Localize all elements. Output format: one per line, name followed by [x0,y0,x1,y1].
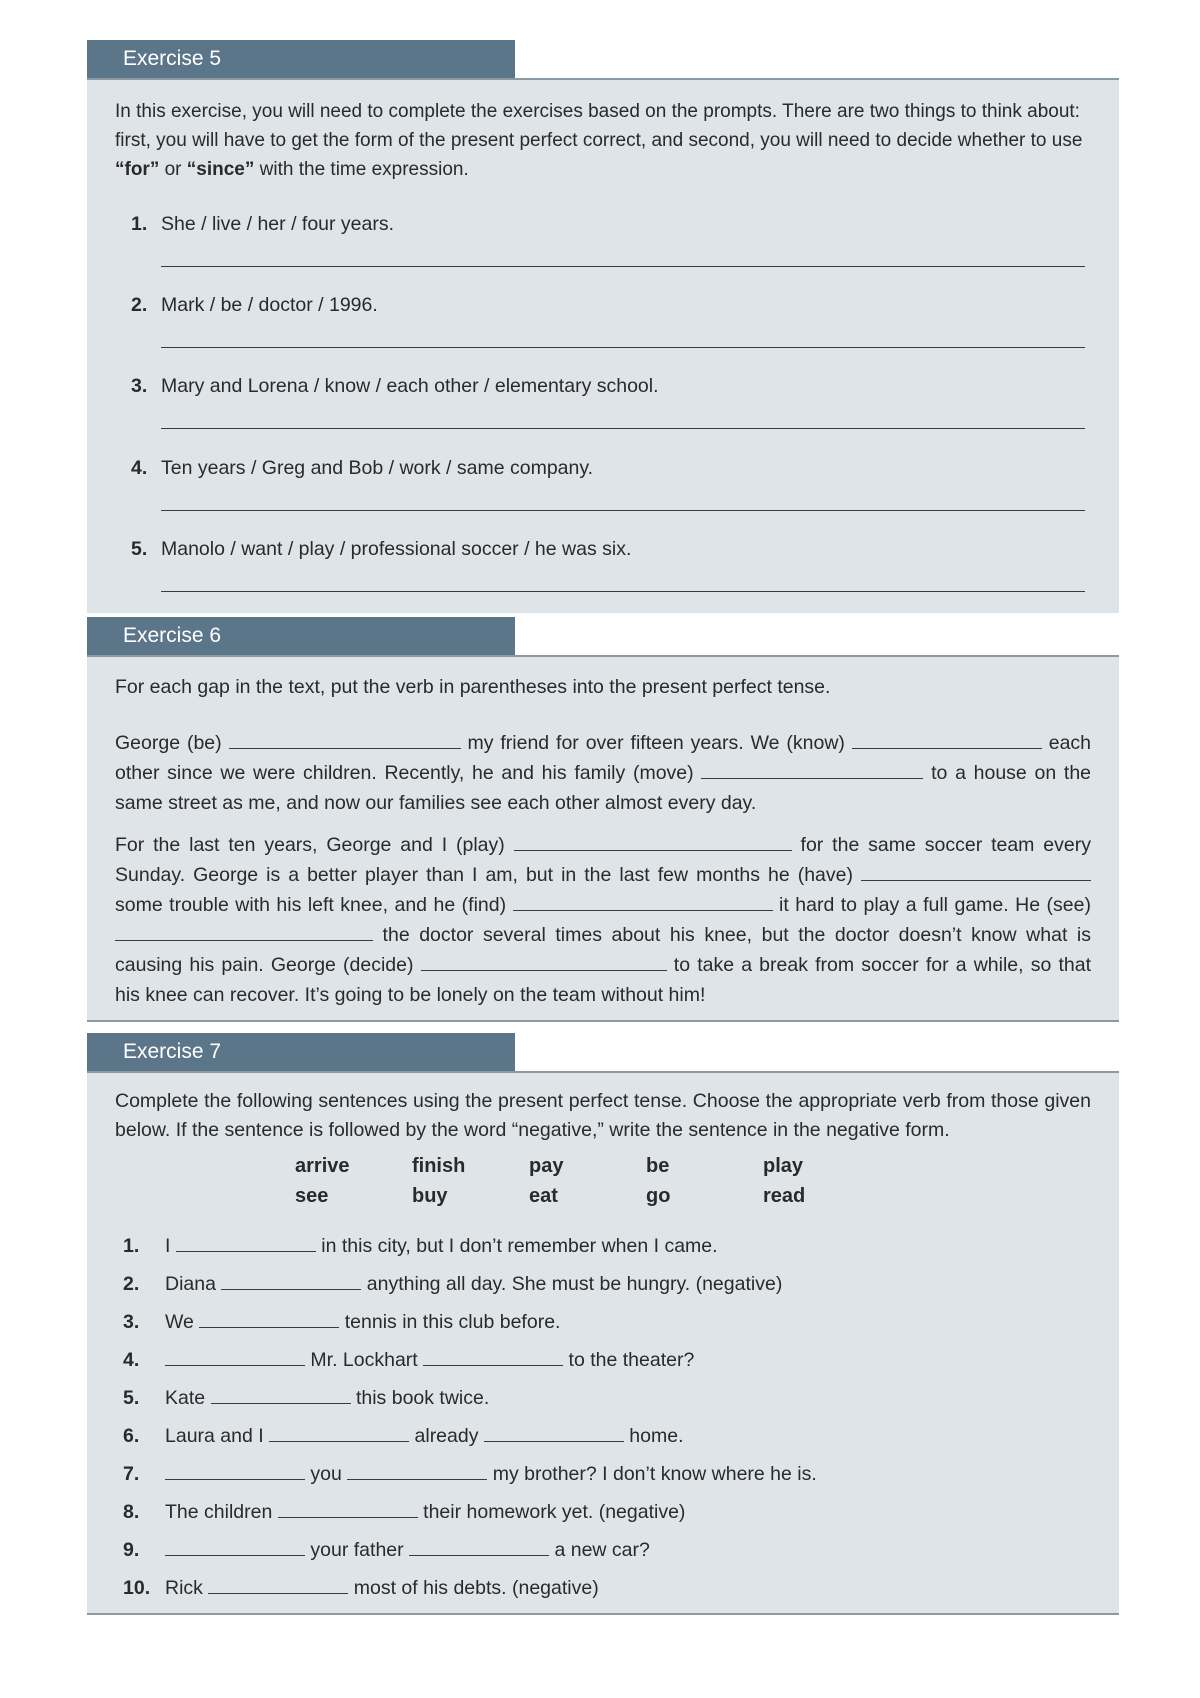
answer-blank[interactable] [176,1231,316,1252]
exercise-5-section [87,40,1119,613]
gap-see[interactable] [115,920,373,941]
exercise-7-item-5: 5. Kate this book twice. [123,1383,489,1413]
answer-line-4[interactable] [161,510,1085,511]
gap-play[interactable] [514,830,792,851]
answer-blank[interactable] [278,1497,418,1518]
exercise-7-item-2: 2. Diana anything all day. She must be hungry. (negative) [123,1269,782,1299]
answer-blank[interactable] [199,1307,339,1328]
answer-blank[interactable] [208,1573,348,1594]
answer-line-2[interactable] [161,347,1085,348]
exercise-7-section [87,1033,1119,1615]
answer-blank[interactable] [165,1459,305,1480]
exercise-7-item-8: 8. The children their homework yet. (negative) [123,1497,685,1527]
exercise-5-item-5 [131,535,631,563]
exercise-5-item-2 [131,291,378,319]
gap-have[interactable] [861,860,1091,881]
gap-be[interactable] [229,728,461,749]
exercise-7-item-9: 9. your father a new car? [123,1535,650,1565]
answer-blank[interactable] [165,1535,305,1556]
verb-bank-row-2: see buy eat go read [295,1185,806,1207]
item-number: 1. [131,213,148,235]
exercise-6-instructions: For each gap in the text, put the verb in parentheses into the present perfect tense. [115,676,831,698]
exercise-7-item-4: 4. Mr. Lockhart to the theater? [123,1345,694,1375]
item-number: 5. [131,538,148,560]
item-prompt: Manolo / want / play / professional soccer / he was six. [161,538,632,560]
item-number: 4. [131,457,148,479]
exercise-7-item-7: 7. you my brother? I don’t know where he is. [123,1459,817,1489]
exercise-5-title: Exercise 5 [87,40,515,78]
exercise-5-item-4 [131,454,593,482]
answer-blank[interactable] [409,1535,549,1556]
exercise-5-item-1 [131,210,394,238]
verb-bank [295,1151,880,1211]
item-prompt: She / live / her / four years. [161,213,395,235]
exercise-6-paragraph-2: For the last ten years, George and I (play) for the same soccer team every Sunday. George is a better player than I am, but in the last few months he (have) some trouble with his left knee, and he (find) it hard to play a full game. He (see) the doctor several times about his knee, but the doctor doesn’t know what is causing his pain. George (decide) to take a break from soccer for a while, so that his knee can recover. It’s going to be lonely on the team without him! [115,830,1091,1010]
gap-know[interactable] [852,728,1042,749]
exercise-6-paragraph-1: George (be) my friend for over fifteen years. We (know) each other since we were children. Recently, he and his family (move) to a house on the same street as me, and now our families see each other almost every day. [115,728,1091,818]
answer-blank[interactable] [484,1421,624,1442]
item-number: 3. [131,375,148,397]
exercise-6-title: Exercise 6 [87,617,515,655]
exercise-7-instructions: Complete the following sentences using the present perfect tense. Choose the appropriate verb from those given below. If the sentence is followed by the word “negative,” write the sentence in the negative form. [115,1090,1091,1141]
answer-line-1[interactable] [161,266,1085,267]
exercise-6-section [87,617,1119,1022]
item-prompt: Mary and Lorena / know / each other / elementary school. [161,375,659,397]
exercise-5-item-3 [131,372,659,400]
answer-line-3[interactable] [161,428,1085,429]
answer-blank[interactable] [221,1269,361,1290]
answer-blank[interactable] [347,1459,487,1480]
verb-bank-row-1: arrive finish pay be play [295,1155,804,1177]
exercise-7-item-1: 1. I in this city, but I don’t remember when I came. [123,1231,718,1261]
exercise-7-item-10: 10. Rick most of his debts. (negative) [123,1573,599,1603]
exercise-7-title: Exercise 7 [87,1033,515,1071]
item-prompt: Mark / be / doctor / 1996. [161,294,378,316]
gap-decide[interactable] [421,950,667,971]
gap-find[interactable] [513,890,773,911]
answer-blank[interactable] [211,1383,351,1404]
item-prompt: Ten years / Greg and Bob / work / same company. [161,457,594,479]
answer-blank[interactable] [269,1421,409,1442]
exercise-7-item-3: 3. We tennis in this club before. [123,1307,560,1337]
answer-blank[interactable] [165,1345,305,1366]
item-number: 2. [131,294,148,316]
exercise-7-item-6: 6. Laura and I already home. [123,1421,684,1451]
answer-blank[interactable] [423,1345,563,1366]
answer-line-5[interactable] [161,591,1085,592]
exercise-5-instructions: In this exercise, you will need to complete the exercises based on the prompts. There are two things to think about: first, you will have to get the form of the present perfect correct, and second, you will need to decide whether to use “for” or “since” with the time expression. [115,101,1083,180]
gap-move[interactable] [701,758,923,779]
